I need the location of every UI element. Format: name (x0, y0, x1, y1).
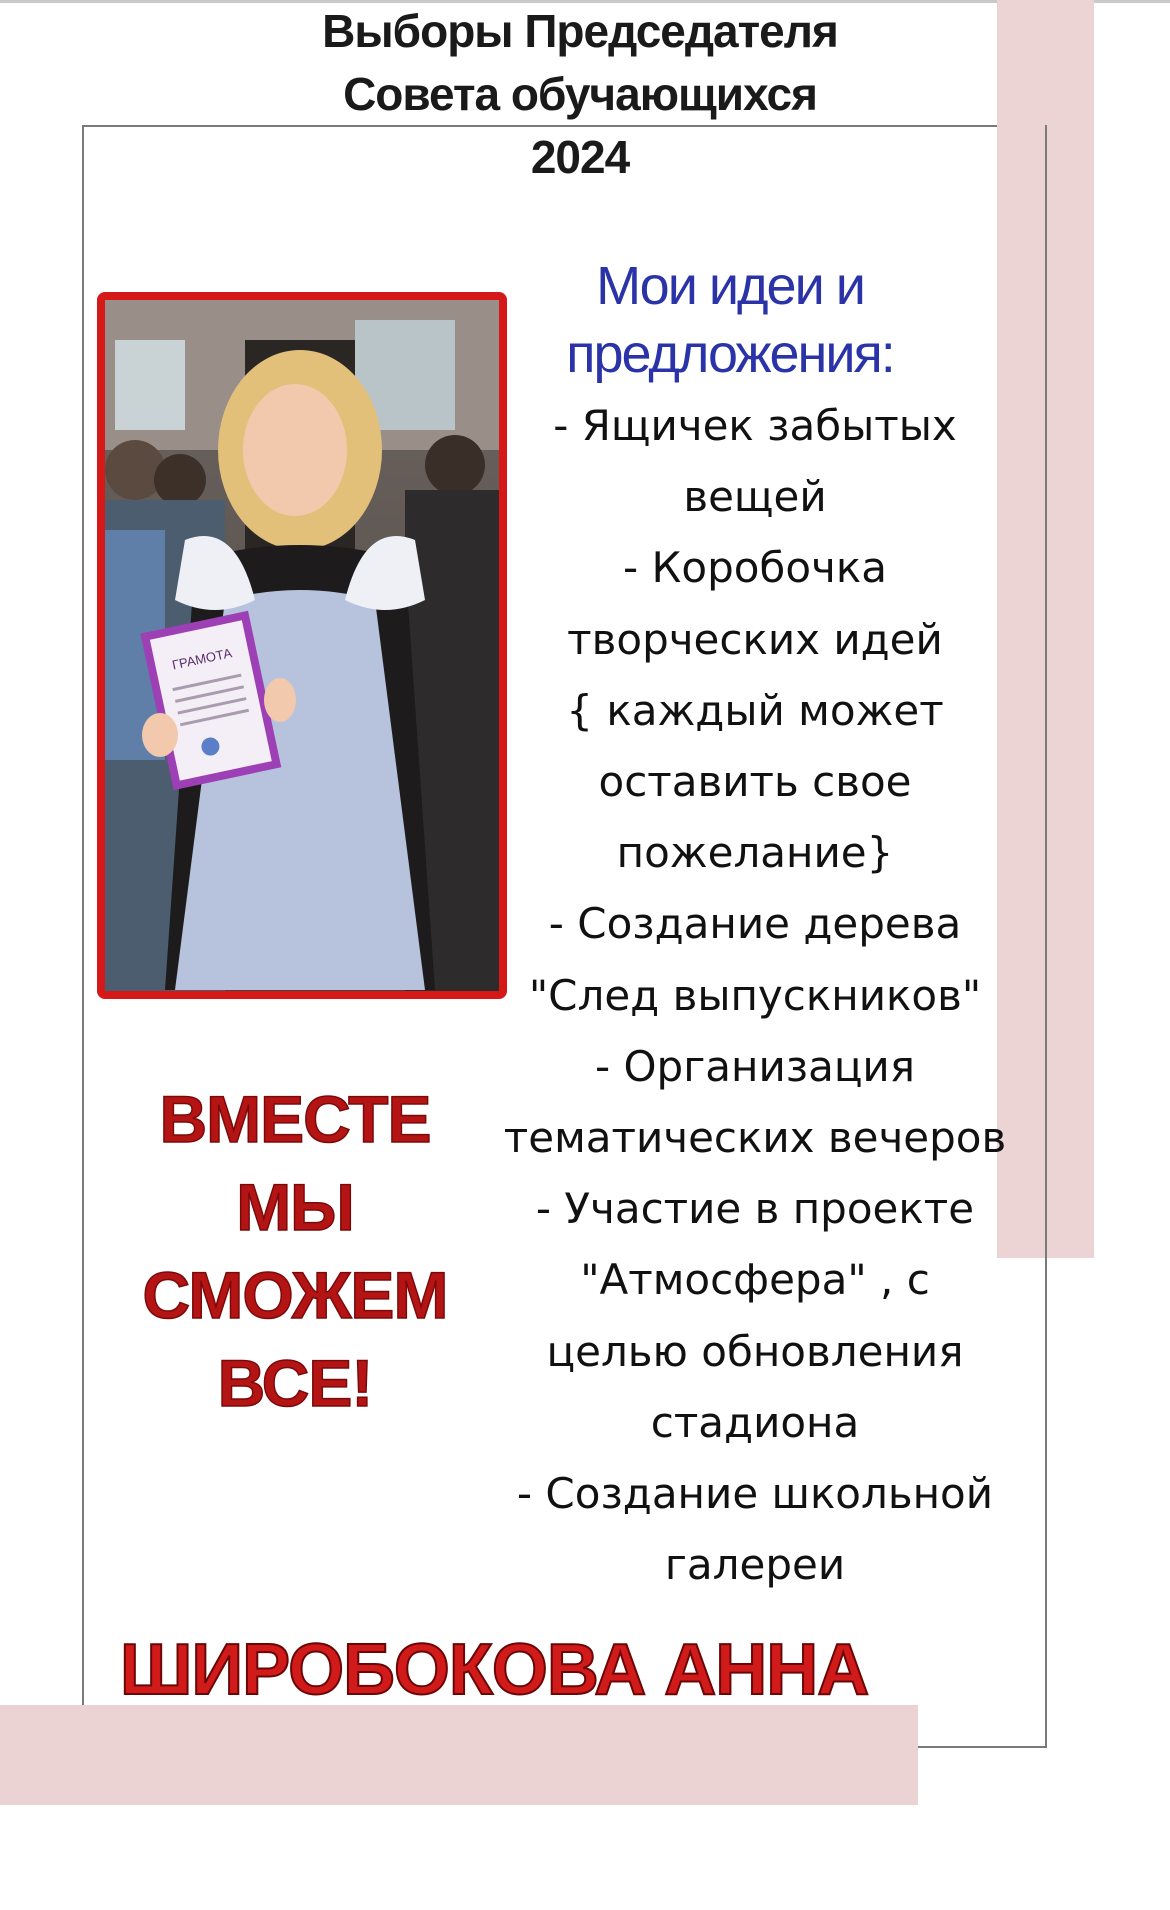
ideas-line: - Создание дерева (548, 899, 962, 949)
ideas-title (520, 252, 940, 388)
decorative-pink-band-bottom (0, 1705, 918, 1805)
header-year: 2024 (530, 131, 630, 183)
header-line-1: Выборы Председателя (322, 5, 838, 57)
ideas-line: - Коробочка (623, 543, 887, 593)
ideas-line: - Участие в проекте (535, 1184, 975, 1234)
ideas-line: "Атмосфера" , с (580, 1255, 930, 1305)
poster-header (240, 0, 920, 189)
slogan-line: ВСЕ! (217, 1346, 373, 1420)
ideas-line: "След выпускников" (528, 970, 982, 1020)
ideas-line: оставить свое (598, 757, 912, 807)
ideas-line: стадиона (650, 1397, 860, 1447)
ideas-title-line-2: предложения: (566, 324, 894, 384)
ideas-line: - Ящичек забытых (553, 401, 957, 450)
candidate-name: ШИРОБОКОВА АННА (120, 1630, 869, 1710)
ideas-line: галереи (664, 1540, 846, 1590)
header-line-2: Совета обучающихся (343, 68, 817, 120)
ideas-line: - Организация (594, 1041, 915, 1091)
ideas-line: { каждый может (566, 685, 944, 735)
candidate-photo (97, 292, 507, 999)
slogan (110, 1075, 480, 1427)
ideas-line: - Создание школьной (516, 1469, 994, 1519)
ideas-list (485, 390, 1025, 1600)
ideas-line: вещей (683, 472, 827, 522)
ideas-line: пожелание} (616, 828, 894, 878)
slogan-line: ВМЕСТЕ (159, 1082, 431, 1156)
ideas-line: тематических вечеров (503, 1113, 1007, 1163)
certificate-label: ГРАМОТА (170, 645, 234, 673)
ideas-line: творческих идей (567, 614, 943, 664)
ideas-title-line-1: Мои идеи и (596, 256, 864, 316)
slogan-line: МЫ (236, 1170, 354, 1244)
ideas-line: целью обновления (546, 1326, 964, 1376)
slogan-line: СМОЖЕМ (142, 1258, 448, 1332)
